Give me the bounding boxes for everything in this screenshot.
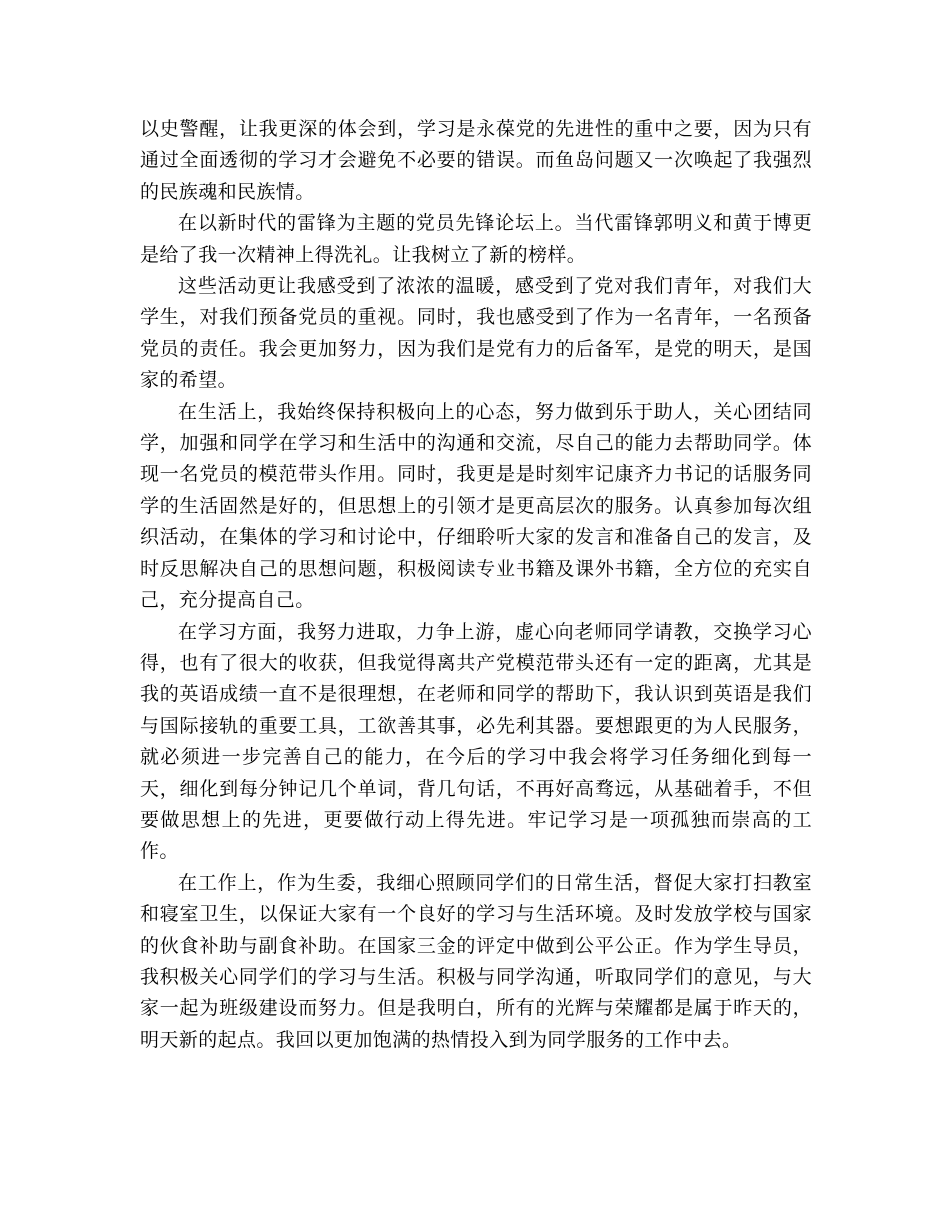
paragraph-2: 在以新时代的雷锋为主题的党员先锋论坛上。当代雷锋郭明义和黄于博更是给了我一次精神上得洗礼。让我树立了新的榜样。 bbox=[140, 212, 812, 266]
paragraph-6: 在工作上，作为生委，我细心照顾同学们的日常生活，督促大家打扫教室和寝室卫生，以保证大家有一个良好的学习与生活环境。及时发放学校与国家的伙食补助与副食补助。在国家三金的评定中做到公平公正。作为学生导员，我积极关心同学们的学习与生活。积极与同学沟通，听取同学们的意见，与大家一起为班级建设而努力。但是我明白，所有的光辉与荣耀都是属于昨天的，明天新的起点。我回以更加饱满的热情投入到为同学服务的工作中去。 bbox=[140, 871, 812, 1051]
paragraph-4: 在生活上，我始终保持积极向上的心态，努力做到乐于助人，关心团结同学，加强和同学在学习和生活中的沟通和交流，尽自己的能力去帮助同学。体现一名党员的模范带头作用。同时，我更是是时刻牢记康齐力书记的话服务同学的生活固然是好的，但思想上的引领才是更高层次的服务。认真参加每次组织活动，在集体的学习和讨论中，仔细聆听大家的发言和准备自己的发言，及时反思解决自己的思想问题，积极阅读专业书籍及课外书籍，全方位的充实自己，充分提高自己。 bbox=[140, 400, 812, 612]
paragraph-3: 这些活动更让我感受到了浓浓的温暖，感受到了党对我们青年，对我们大学生，对我们预备党员的重视。同时，我也感受到了作为一名青年，一名预备党员的责任。我会更加努力，因为我们是党有力的后备军，是党的明天，是国家的希望。 bbox=[140, 275, 812, 392]
paragraph-1: 以史警醒，让我更深的体会到，学习是永葆党的先进性的重中之要，因为只有通过全面透彻的学习才会避免不必要的错误。而鱼岛问题又一次唤起了我强烈的民族魂和民族情。 bbox=[140, 118, 812, 203]
document-body bbox=[140, 114, 812, 1056]
paragraph-5: 在学习方面，我努力进取，力争上游，虚心向老师同学请教，交换学习心得，也有了很大的收获，但我觉得离共产党模范带头还有一定的距离，尤其是我的英语成绩一直不是很理想，在老师和同学的帮助下，我认识到英语是我们与国际接轨的重要工具，工欲善其事，必先利其器。要想跟更的为人民服务，就必须进一步完善自己的能力，在今后的学习中我会将学习任务细化到每一天，细化到每分钟记几个单词，背几句话，不再好高骛远，从基础着手，不但要做思想上的先进，更要做行动上得先进。牢记学习是一项孤独而崇高的工作。 bbox=[140, 620, 812, 863]
